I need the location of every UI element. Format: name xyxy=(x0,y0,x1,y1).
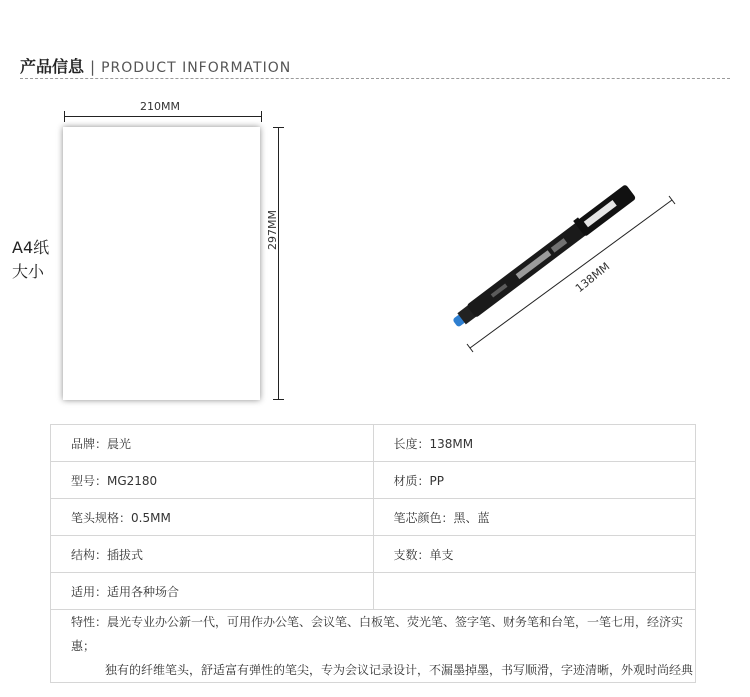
paper-size-line2: 大小 xyxy=(12,262,45,281)
a4-paper-illustration xyxy=(63,127,260,400)
spec-usage: 适用：适用各种场合 xyxy=(51,573,374,610)
paper-height-dimension-line xyxy=(278,127,279,400)
section-title-cn: 产品信息 xyxy=(20,57,85,76)
paper-size-line1: A4纸 xyxy=(12,238,50,257)
table-row xyxy=(51,610,696,683)
spec-table xyxy=(50,424,696,683)
spec-quantity: 支数：单支 xyxy=(373,536,695,573)
section-header xyxy=(20,54,291,77)
paper-size-caption xyxy=(12,236,49,284)
features-line2: 独有的纤维笔头，舒适富有弹性的笔尖，专为会议记录设计，不漏墨掉墨，书写顺滑，字迹清晰，外观时尚经典 xyxy=(105,663,694,677)
table-row xyxy=(51,462,696,499)
paper-height-label: 297MM xyxy=(266,210,279,250)
table-row xyxy=(51,425,696,462)
paper-width-dimension-line xyxy=(64,116,262,117)
spec-tip-size: 笔头规格：0.5MM xyxy=(51,499,374,536)
table-row xyxy=(51,573,696,610)
table-row xyxy=(51,499,696,536)
spec-ink-color: 笔芯颜色：黑、蓝 xyxy=(373,499,695,536)
spec-length: 长度：138MM xyxy=(373,425,695,462)
title-separator: | xyxy=(90,58,96,76)
spec-empty-cell xyxy=(373,573,695,610)
pen-length-label: 138MM xyxy=(573,259,613,296)
table-row xyxy=(51,536,696,573)
header-divider xyxy=(20,78,730,79)
pen-illustration xyxy=(440,170,690,360)
spec-model: 型号：MG2180 xyxy=(51,462,374,499)
spec-material: 材质：PP xyxy=(373,462,695,499)
spec-brand: 品牌：晨光 xyxy=(51,425,374,462)
spec-structure: 结构：插拔式 xyxy=(51,536,374,573)
features-line1: 特性：晨光专业办公新一代，可用作办公笔、会议笔、白板笔、荧光笔、签字笔、财务笔和台笔，一笔七用，经济实惠； xyxy=(71,615,684,653)
section-title-en: PRODUCT INFORMATION xyxy=(101,60,292,76)
paper-width-label: 210MM xyxy=(140,100,180,113)
spec-features xyxy=(51,610,696,683)
pen-length-dimension-line xyxy=(467,196,675,352)
